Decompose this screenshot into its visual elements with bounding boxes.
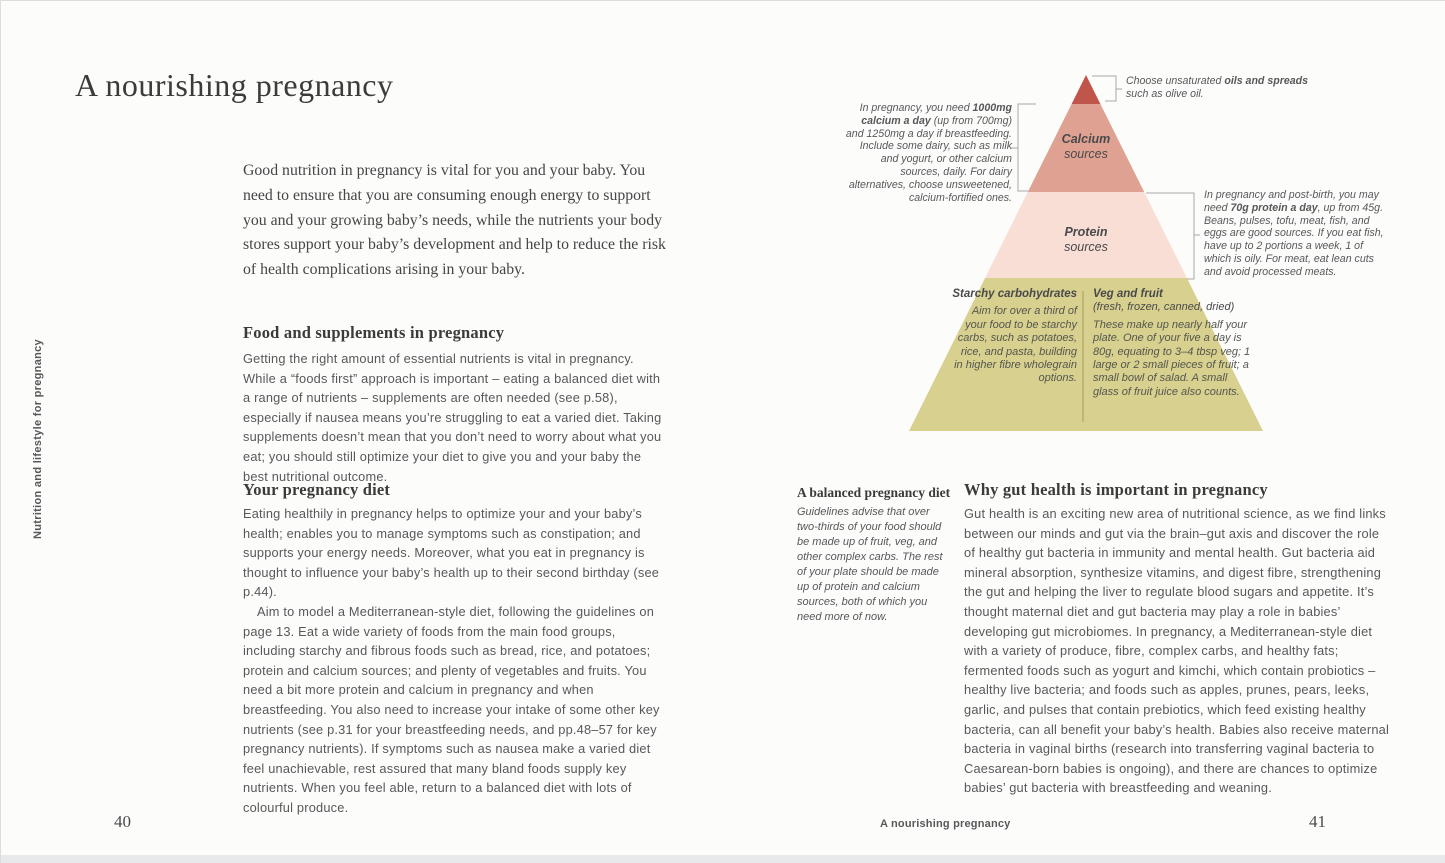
starchy-carbs-column [951,288,1077,386]
pyramid-tip-band [1072,75,1101,104]
protein-band-subtitle: sources [1064,240,1108,254]
calcium-note-bold: 1000mg calcium a day [861,102,1012,127]
figure-caption-body: Guidelines advise that over two-thirds of your food should be made up of fruit, veg, and other complex carbs. The rest of your plate should be made up of protein and calcium sources, both of which you need more of now. [797,506,943,623]
section-body-pregnancy-diet [243,504,665,818]
figure-caption-title: A balanced pregnancy diet [797,485,951,500]
chapter-sidebar-label: Nutrition and lifestyle for pregnancy [32,339,44,539]
veg-fruit-title: Veg and fruit [1093,288,1163,300]
calcium-note-pre: In pregnancy, you need [859,102,973,114]
calcium-note [844,102,1012,204]
section-heading-pregnancy-diet: Your pregnancy diet [243,480,391,499]
veg-fruit-subtitle: (fresh, frozen, canned, dried) [1093,301,1235,314]
page-number-left: 40 [114,812,131,831]
page-number-right: 41 [1309,812,1326,831]
section-heading-food-supplements: Food and supplements in pregnancy [243,323,505,342]
intro-paragraph: Good nutrition in pregnancy is vital for you and your baby. You need to ensure that you are consuming enough energy to support you and your growing baby’s needs, while the nutrients your body stores support your baby’s development and help to reduce the risk of health complications arising in your baby. [243,162,666,279]
veg-fruit-body: These make up nearly half your plate. One of your five a day is 80g, equating to 3–4 tbsp veg; 1 large or 2 small pieces of fruit; a small bowl of salad. A small glass of fruit juice also counts. [1093,318,1251,398]
oils-note-pre: Choose unsaturated [1126,75,1225,87]
pregnancy-diet-paragraph-1: Eating healthily in pregnancy helps to optimize your and your baby’s health; enables you to manage symptoms such as constipation; and supports your energy needs. Moreover, what you eat in pregnancy is thought to influence your baby’s health up to their second birthday (see p.44). [243,506,660,600]
protein-band-label [1036,225,1136,255]
calcium-band-title: Calcium [1061,132,1111,146]
oils-note-bold: oils and spreads [1224,75,1308,87]
bottom-edge-bar [1,855,1445,863]
protein-note-pre: In pregnancy and post-birth, you may need [1204,189,1379,214]
protein-note [1204,189,1384,279]
section-body-food-supplements: Getting the right amount of essential nutrients is vital in pregnancy. While a “foods first” approach is important – eating a balanced diet with a range of nutrients – supplements are often needed (see p.58), especially if nausea means you’re struggling to eat a varied diet. Taking supplements doesn’t mean that you don’t need to worry about what you eat; you should still optimize your diet to give you and your baby the best nutritional outcome. [243,351,662,484]
oils-note-post: such as olive oil. [1126,87,1204,100]
calcium-note-post: (up from 700mg) and 1250mg a day if breastfeeding. Include some dairy, such as milk and yogurt, or other calcium sources, daily. For dairy alternatives, choose unsweetened, calcium-fortified ones. [845,114,1012,204]
section-body-gut-health: Gut health is an exciting new area of nutritional science, as we find links between our minds and gut via the brain–gut axis and discover the role of healthy gut bacteria in immunity and mental health. Gut bacteria aid mineral absorption, synthesize vitamins, and digest fibre, strengthening the gut and helping the liver to regulate blood sugars and appetite. It’s thought maternal diet and gut bacteria may play a role in babies’ developing gut microbiomes. In pregnancy, a Mediterranean-style diet with a variety of produce, fibre, complex carbs, and healthy fats; fermented foods such as yogurt and kimchi, which contain probiotics – healthy live bacteria; and foods such as apples, prunes, pears, leeks, garlic, and pulses that contain prebiotics, which feed existing healthy bacteria, can all benefit your baby’s health. Babies also receive maternal bacteria in vaginal births (research into transferring vaginal bacteria to Caesarean-born babies is ongoing), and there are chances to optimize babies’ gut bacteria with breastfeeding and weaning. [964,506,1390,796]
protein-note-post: , up from 45g. Beans, pulses, tofu, meat, fish, and eggs are good sources. If you eat fish, have up to 2 portions a week, 1 of which is oily. For meat, eat lean cuts and avoid processed meats. [1204,201,1384,278]
section-heading-gut-health: Why gut health is important in pregnancy [964,480,1268,499]
protein-note-bold: 70g protein a day [1230,201,1318,214]
page-title: A nourishing pregnancy [75,67,394,103]
oils-note [1126,75,1318,101]
calcium-band-subtitle: sources [1064,147,1108,161]
protein-band-title: Protein [1064,225,1108,239]
calcium-band-label [1036,132,1136,162]
pregnancy-diet-paragraph-2: Aim to model a Mediterranean-style diet, following the guidelines on page 13. Eat a wide variety of foods from the main food groups, including starchy and fibrous foods such as bread, rice, and potatoes; protein and calcium sources; and plenty of vegetables and fruits. You need a bit more protein and calcium in pregnancy and when breastfeeding. You also need to increase your intake of some other key nutrients (see p.31 for your breastfeeding needs, and pp.48–57 for key pregnancy nutrients). If symptoms such as nausea make a varied diet feel unachievable, rest assured that many bland foods supply key nutrients. When you feel able, return to a balanced diet with lots of colourful produce. [243,603,660,815]
running-footer-title: A nourishing pregnancy [880,818,1011,830]
starchy-carbs-body: Aim for over a third of your food to be starchy carbs, such as potatoes, rice, and pasta, building in higher fibre wholegrain options. [954,305,1077,385]
starchy-carbs-title: Starchy carbohydrates [952,288,1077,300]
veg-fruit-column [1093,288,1255,399]
